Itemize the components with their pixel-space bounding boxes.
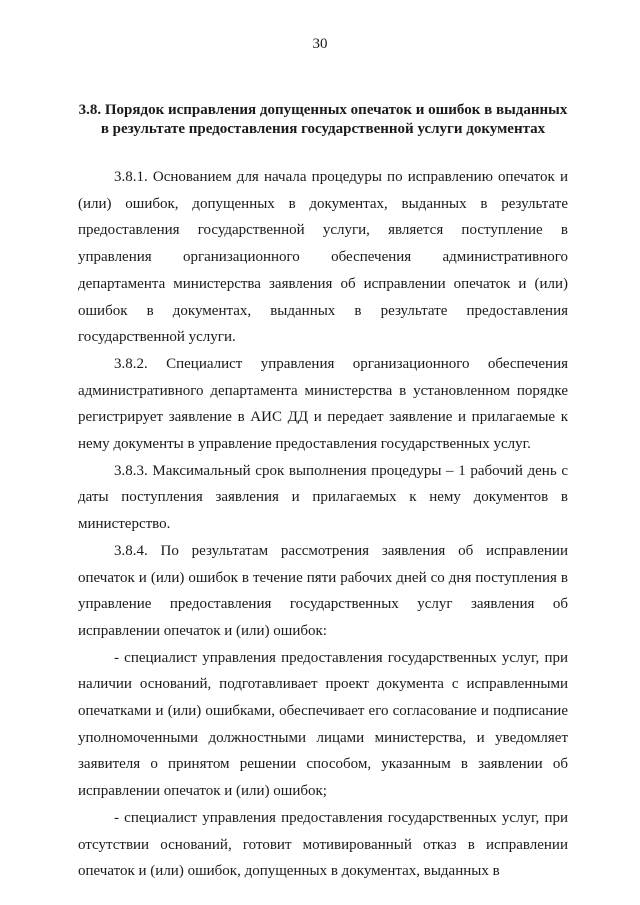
document-body	[78, 164, 568, 885]
list-item-refusal: - специалист управления предоставления государственных услуг, при отсутствии оснований, готовит мотивированный отказ в исправлении опечаток и (или) ошибок, допущенных в документах, выданных в	[78, 809, 568, 880]
paragraph-3-8-2: 3.8.2. Специалист управления организационного обеспечения административного департамента министерства в установленном порядке регистрирует заявление в АИС ДД и передает заявление и прилагаемые к нему документы в управление предоставления государственных услуг.	[78, 355, 568, 453]
paragraph-3-8-3: 3.8.3. Максимальный срок выполнения процедуры – 1 рабочий день с даты поступления заявления и прилагаемых к нему документов в министерство.	[78, 462, 568, 533]
paragraph-3-8-4: 3.8.4. По результатам рассмотрения заявления об исправлении опечаток и (или) ошибок в течение пяти рабочих дней со дня поступления в управление предоставления государственных услуг заявления об исправлении опечаток и (или) ошибок:	[78, 542, 568, 639]
list-item-correction: - специалист управления предоставления государственных услуг, при наличии оснований, подготавливает проект документа с исправленными опечатками и (или) ошибками, обеспечивает его согласование и подписание уполномоченными должностными лицами министерства, и уведомляет заявителя о принятом решении способом, указанным в заявлении об исправлении опечаток и (или) ошибок;	[78, 649, 568, 800]
page-number: 30	[312, 36, 328, 52]
paragraph-3-8-1: 3.8.1. Основанием для начала процедуры по исправлению опечаток и (или) ошибок, допущенных в документах, выданных в результате предоставления государственной услуги, является поступление в управления организационного обеспечения административного департамента министерства заявления об исправлении опечаток и (или) ошибок в документах, выданных в результате предоставления государственной услуги.	[78, 169, 568, 346]
section-title: 3.8. Порядок исправления допущенных опечаток и ошибок в выданных в результате предоставления государственной услуги документах	[78, 102, 568, 137]
